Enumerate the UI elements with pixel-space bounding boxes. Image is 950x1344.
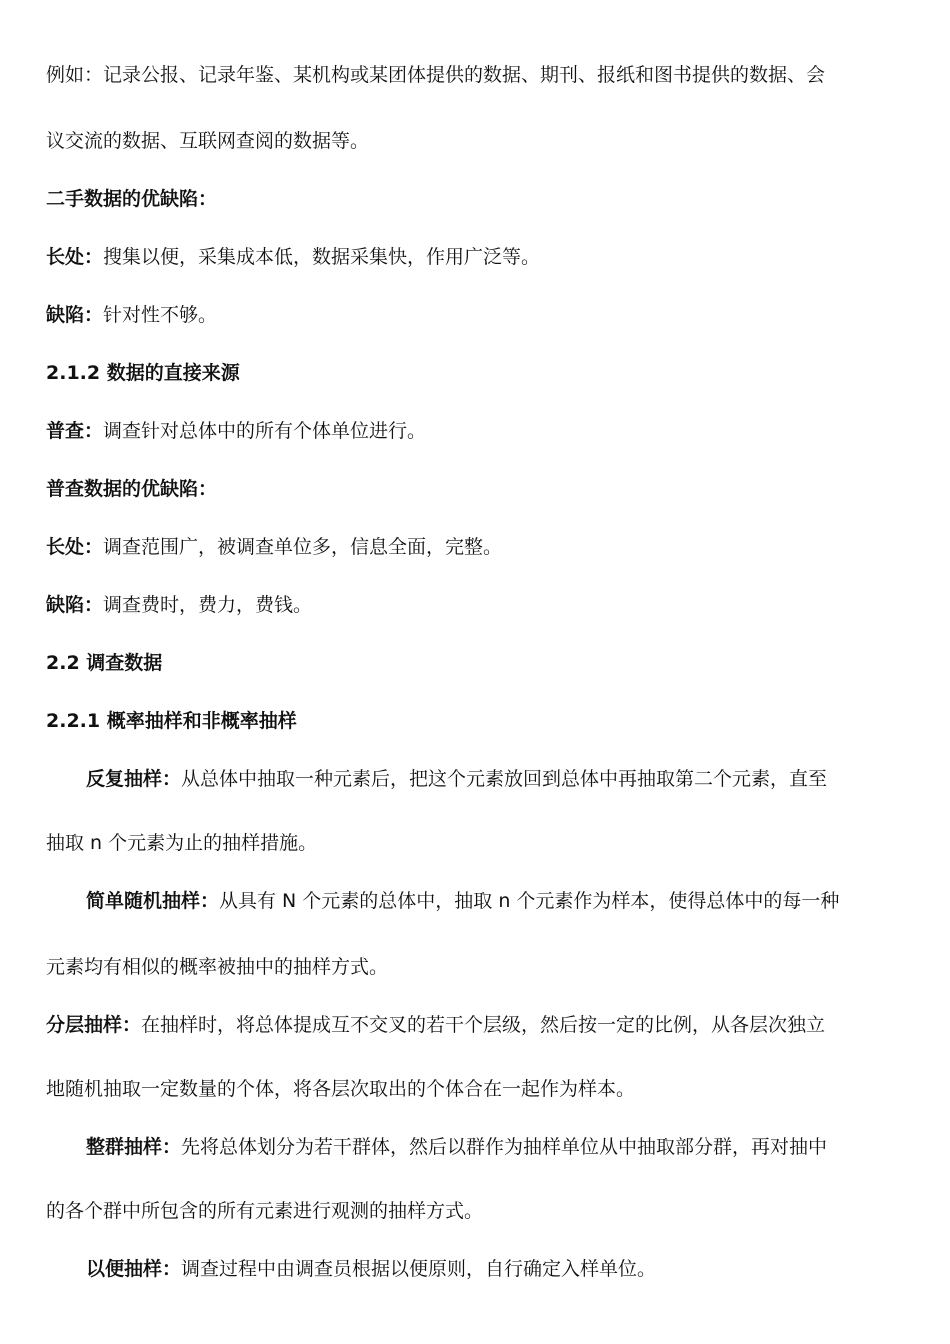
line-text: 先将总体划分为若干群体，然后以群作为抽样单位从中抽取部分群，再对抽中	[181, 1136, 828, 1158]
labeled-line	[86, 1256, 656, 1282]
section-heading	[46, 360, 240, 386]
line-text: 从总体中抽取一种元素后，把这个元素放回到总体中再抽取第二个元素，直至	[181, 768, 828, 790]
text-line	[46, 1198, 483, 1224]
bold-label: 长处：	[46, 246, 104, 268]
line-text: 例如：记录公报、记录年鉴、某机构或某团体提供的数据、期刊、报纸和图书提供的数据、会	[46, 64, 826, 86]
line-text: 从具有 N 个元素的总体中，抽取 n 个元素作为样本，使得总体中的每一种	[219, 890, 840, 912]
labeled-line	[46, 592, 312, 618]
heading-line	[46, 186, 217, 212]
labeled-line	[46, 1012, 825, 1038]
section-title: 2.1.2 数据的直接来源	[46, 362, 240, 384]
bold-label: 普查：	[46, 420, 104, 442]
line-text: 在抽样时，将总体提成互不交叉的若干个层级，然后按一定的比例，从各层次独立	[141, 1014, 826, 1036]
text-line	[46, 954, 388, 980]
text-line	[46, 62, 825, 88]
labeled-line	[46, 534, 502, 560]
labeled-line	[86, 766, 827, 792]
bold-label: 简单随机抽样：	[86, 890, 220, 912]
line-text: 抽取 n 个元素为止的抽样措施。	[46, 832, 318, 854]
line-text: 调查范围广，被调查单位多，信息全面，完整。	[103, 536, 503, 558]
bold-label: 长处：	[46, 536, 104, 558]
bold-label: 反复抽样：	[86, 768, 182, 790]
section-title: 2.2.1 概率抽样和非概率抽样	[46, 710, 297, 732]
line-text: 针对性不够。	[103, 304, 218, 326]
section-heading	[46, 650, 162, 676]
labeled-line	[46, 418, 426, 444]
bold-label: 分层抽样：	[46, 1014, 142, 1036]
bold-label: 缺陷：	[46, 594, 104, 616]
labeled-line	[46, 302, 217, 328]
section-heading	[46, 708, 297, 734]
line-text: 地随机抽取一定数量的个体，将各层次取出的个体合在一起作为样本。	[46, 1078, 636, 1100]
line-text: 调查针对总体中的所有个体单位进行。	[103, 420, 427, 442]
bold-label: 以便抽样：	[86, 1258, 182, 1280]
labeled-line	[86, 888, 839, 914]
text-line	[46, 128, 369, 154]
bold-heading: 普查数据的优缺陷：	[46, 478, 218, 500]
line-text: 议交流的数据、互联网查阅的数据等。	[46, 130, 370, 152]
text-line	[46, 830, 317, 856]
bold-label: 整群抽样：	[86, 1136, 182, 1158]
line-text: 搜集以便，采集成本低，数据采集快，作用广泛等。	[103, 246, 541, 268]
line-text: 的各个群中所包含的所有元素进行观测的抽样方式。	[46, 1200, 484, 1222]
section-title: 2.2 调查数据	[46, 652, 163, 674]
bold-label: 缺陷：	[46, 304, 104, 326]
line-text: 元素均有相似的概率被抽中的抽样方式。	[46, 956, 389, 978]
line-text: 调查费时，费力，费钱。	[103, 594, 313, 616]
text-line	[46, 1076, 635, 1102]
line-text: 调查过程中由调查员根据以便原则，自行确定入样单位。	[181, 1258, 657, 1280]
labeled-line	[46, 244, 540, 270]
heading-line	[46, 476, 217, 502]
bold-heading: 二手数据的优缺陷：	[46, 188, 218, 210]
labeled-line	[86, 1134, 827, 1160]
